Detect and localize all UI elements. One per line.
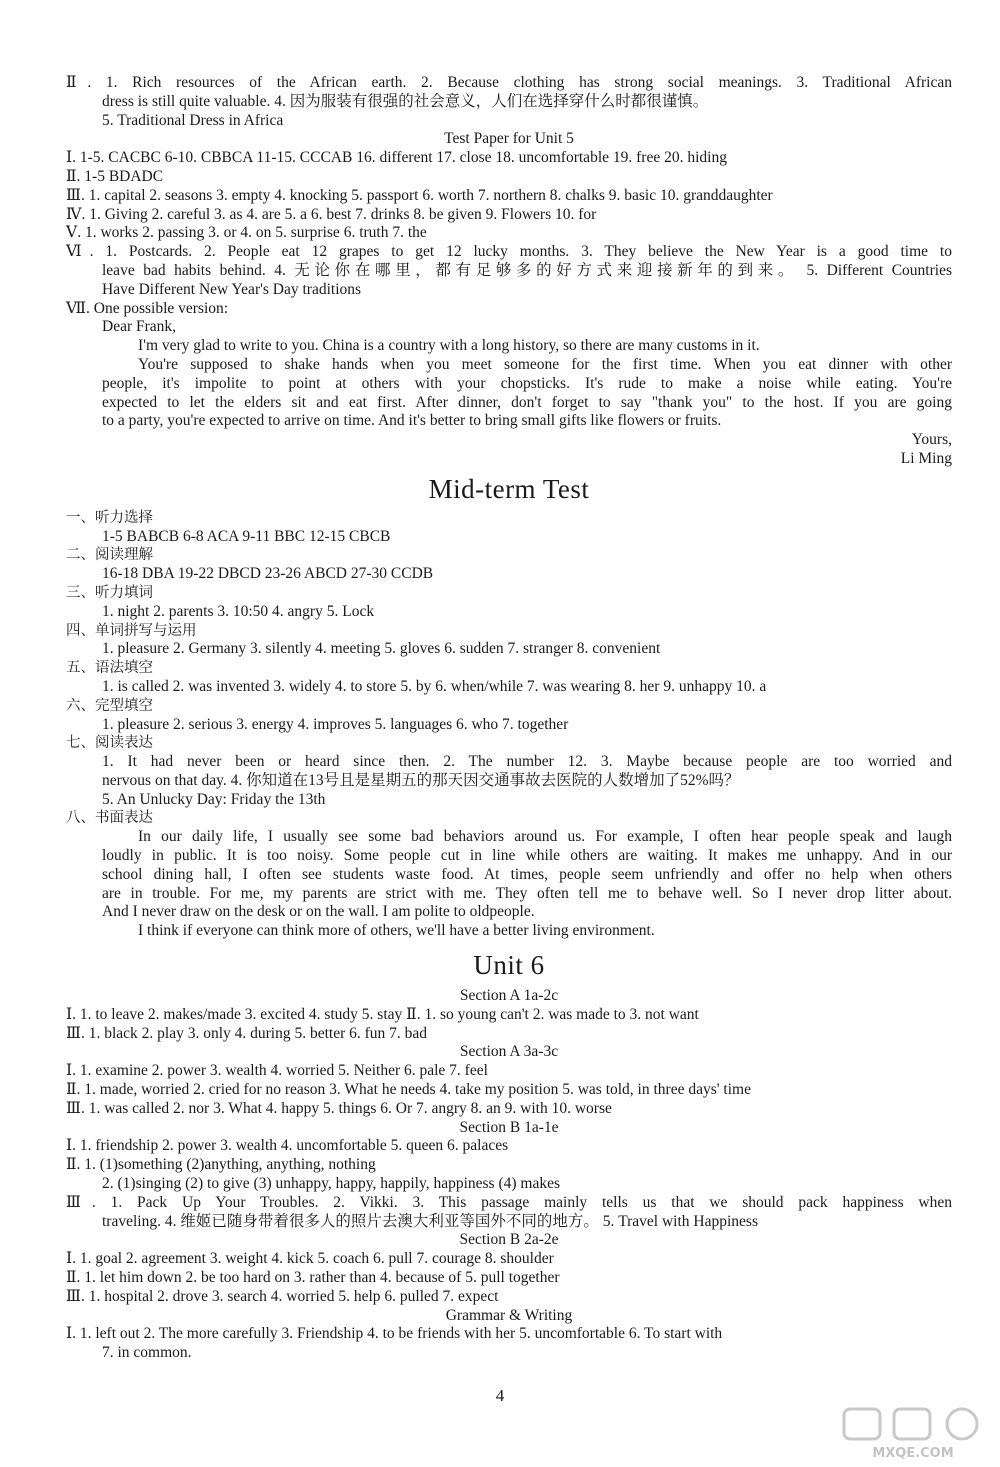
text-line: 1. pleasure 2. serious 3. energy 4. improves 5. languages 6. who 7. together [102, 715, 569, 733]
text-line: 1-5 BABCB 6-8 ACA 9-11 BBC 12-15 CBCB [102, 527, 391, 545]
text-line: Ⅱ. 1. made, worried 2. cried for no reason 3. What he needs 4. take my position 5. was told, in three days' time [66, 1081, 751, 1099]
text-line: 1. pleasure 2. Germany 3. silently 4. meeting 5. gloves 6. sudden 7. stranger 8. convenient [102, 640, 661, 658]
text-line: Ⅱ. 1. (1)something (2)anything, anything, nothing [66, 1156, 376, 1174]
text-line: Unit 6 [473, 950, 545, 981]
text-line: Ⅴ. 1. works 2. passing 3. or 4. on 5. surprise 6. truth 7. the [66, 224, 427, 242]
text-line: Li Ming [900, 449, 952, 467]
text-line: Mid-term Test [428, 473, 590, 504]
text-line: Ⅰ. 1-5. CACBC 6-10. CBBCA 11-15. CCCAB 16. different 17. close 18. uncomfortable 19. free 20. hiding [66, 149, 727, 167]
text-line: Ⅱ. 1. let him down 2. be too hard on 3. rather than 4. because of 5. pull together [66, 1269, 560, 1287]
text-line: Ⅱ. 1-5 BDADC [66, 167, 164, 185]
text-line: to a party, you're expected to arrive on time. And it's better to bring small gifts like flowers or fruits. [102, 412, 722, 430]
text-line: Ⅵ. 1. Postcards. 2. People eat 12 grapes to get 12 lucky months. 3. They believe the New Year is a good time to [66, 243, 952, 261]
text-line: Section A 3a-3c [459, 1043, 559, 1061]
text-line: Ⅲ. 1. capital 2. seasons 3. empty 4. knocking 5. passport 6. worth 7. northern 8. chalks 9. basic 10. granddaughter [66, 186, 773, 204]
text-line: Ⅰ. 1. friendship 2. power 3. wealth 4. uncomfortable 5. queen 6. palaces [66, 1137, 509, 1155]
text-line: leave bad habits behind. 4. 无论你在哪里，都有足够多的好方式来迎接新年的到来。 5. Different Countries [102, 261, 952, 279]
text-line: Ⅰ. 1. examine 2. power 3. wealth 4. worried 5. Neither 6. pale 7. feel [66, 1062, 488, 1080]
text-line: 八、书面表达 [66, 810, 153, 827]
text-line: are in trouble. For me, my parents are strict with me. They often tell me to behave well. So I never drop litter about. [102, 884, 952, 902]
text-line: 三、听力填词 [66, 584, 153, 601]
watermark-text: MXQE.COM [872, 1446, 954, 1461]
text-line: Ⅳ. 1. Giving 2. careful 3. as 4. are 5. a 6. best 7. drinks 8. be given 9. Flowers 10. for [66, 205, 597, 223]
text-line: I'm very glad to write to you. China is a country with a long history, so there are many customs in it. [138, 337, 760, 355]
text-line: Ⅰ. 1. left out 2. The more carefully 3. Friendship 4. to be friends with her 5. uncomfortable 6. To start with [66, 1325, 723, 1343]
text-line: Section B 2a-2e [459, 1231, 559, 1249]
text-line: Ⅲ. 1. hospital 2. drove 3. search 4. worried 5. help 6. pulled 7. expect [66, 1287, 499, 1305]
text-line: In our daily life, I usually see some bad behaviors around us. For example, I often hear people speak and laugh [138, 828, 952, 846]
watermark-logo-icon [838, 1405, 988, 1445]
text-line: Dear Frank, [102, 318, 177, 336]
text-line: dress is still quite valuable. 4. 因为服装有很强的社会意义，人们在选择穿什么时都很谨慎。 [102, 92, 709, 110]
text-line: 7. in common. [102, 1344, 192, 1362]
text-line: 1. night 2. parents 3. 10:50 4. angry 5. Lock [102, 602, 375, 620]
text-line: Ⅱ. 1. Rich resources of the African earth. 2. Because clothing has strong social meanings. 3. Traditional African [66, 74, 952, 91]
text-line: Grammar & Writing [445, 1306, 573, 1324]
text-line: Ⅰ. 1. to leave 2. makes/made 3. excited 4. study 5. stay Ⅱ. 1. so young can't 2. was made to 3. not want [66, 1005, 699, 1023]
text-line: Ⅰ. 1. goal 2. agreement 3. weight 4. kick 5. coach 6. pull 7. courage 8. shoulder [66, 1250, 554, 1268]
text-line: 16-18 DBA 19-22 DBCD 23-26 ABCD 27-30 CCDB [102, 565, 434, 583]
text-line: I think if everyone can think more of others, we'll have a better living environment. [138, 922, 655, 940]
text-line: people, it's impolite to point at others with your chopsticks. It's rude to make a noise while eating. You're [102, 374, 952, 392]
text-line: 5. An Unlucky Day: Friday the 13th [102, 790, 326, 808]
text-line: traveling. 4. 维姬已随身带着很多人的照片去澳大利亚等国外不同的地方。 5. Travel with Happiness [102, 1212, 758, 1230]
answer-key-page [66, 74, 952, 1363]
text-line: school dining hall, I often see students waste food. At times, people seem unfriendly and offer no help when others [102, 865, 952, 883]
text-line: 七、阅读表达 [66, 735, 153, 752]
text-line: Test Paper for Unit 5 [444, 130, 574, 148]
text-line: 2. (1)singing (2) to give (3) unhappy, happy, happily, happiness (4) makes [102, 1175, 561, 1193]
text-line: 二、阅读理解 [66, 547, 153, 564]
text-line: You're supposed to shake hands when you meet someone for the first time. When you eat dinner with other [138, 355, 952, 373]
text-line: Ⅲ. 1. Pack Up Your Troubles. 2. Vikki. 3. This passage mainly tells us that we should pack happiness when [66, 1193, 952, 1211]
text-line: Section A 1a-2c [459, 987, 559, 1005]
text-line: Ⅲ. 1. black 2. play 3. only 4. during 5. better 6. fun 7. bad [66, 1024, 428, 1042]
text-line: Ⅶ. One possible version: [66, 299, 229, 317]
text-line: 四、单词拼写与运用 [66, 622, 197, 639]
text-line: Ⅲ. 1. was called 2. nor 3. What 4. happy 5. things 6. Or 7. angry 8. an 9. with 10. worse [66, 1099, 612, 1117]
text-line: 六、完型填空 [66, 697, 153, 714]
watermark-logo [838, 1405, 988, 1463]
text-line: Section B 1a-1e [459, 1118, 559, 1136]
text-line: 1. is called 2. was invented 3. widely 4. to store 5. by 6. when/while 7. was wearing 8. her 9. unhappy 10. a [102, 677, 767, 695]
text-line: 五、语法填空 [66, 660, 153, 677]
text-line: 1. It had never been or heard since then. 2. The number 12. 3. Maybe because people are too worried and [102, 753, 952, 771]
text-line: 5. Traditional Dress in Africa [102, 111, 284, 129]
text-line: Yours, [911, 431, 952, 449]
text-line: 一、听力选择 [66, 509, 153, 526]
text-line: expected to let the elders sit and eat first. After dinner, don't forget to say "thank you" to the host. If you are going [102, 393, 952, 411]
page-number: 4 [495, 1386, 505, 1405]
text-line: loudly in public. It is too noisy. Some people cut in line while others are waiting. It makes me unhappy. And in our [102, 847, 952, 865]
text-line: nervous on that day. 4. 你知道在13号且是星期五的那天因交通事故去医院的人数增加了52%吗？ [102, 771, 740, 789]
text-line: Have Different New Year's Day traditions [102, 280, 362, 298]
text-line: And I never draw on the desk or on the wall. I am polite to oldpeople. [102, 903, 535, 921]
